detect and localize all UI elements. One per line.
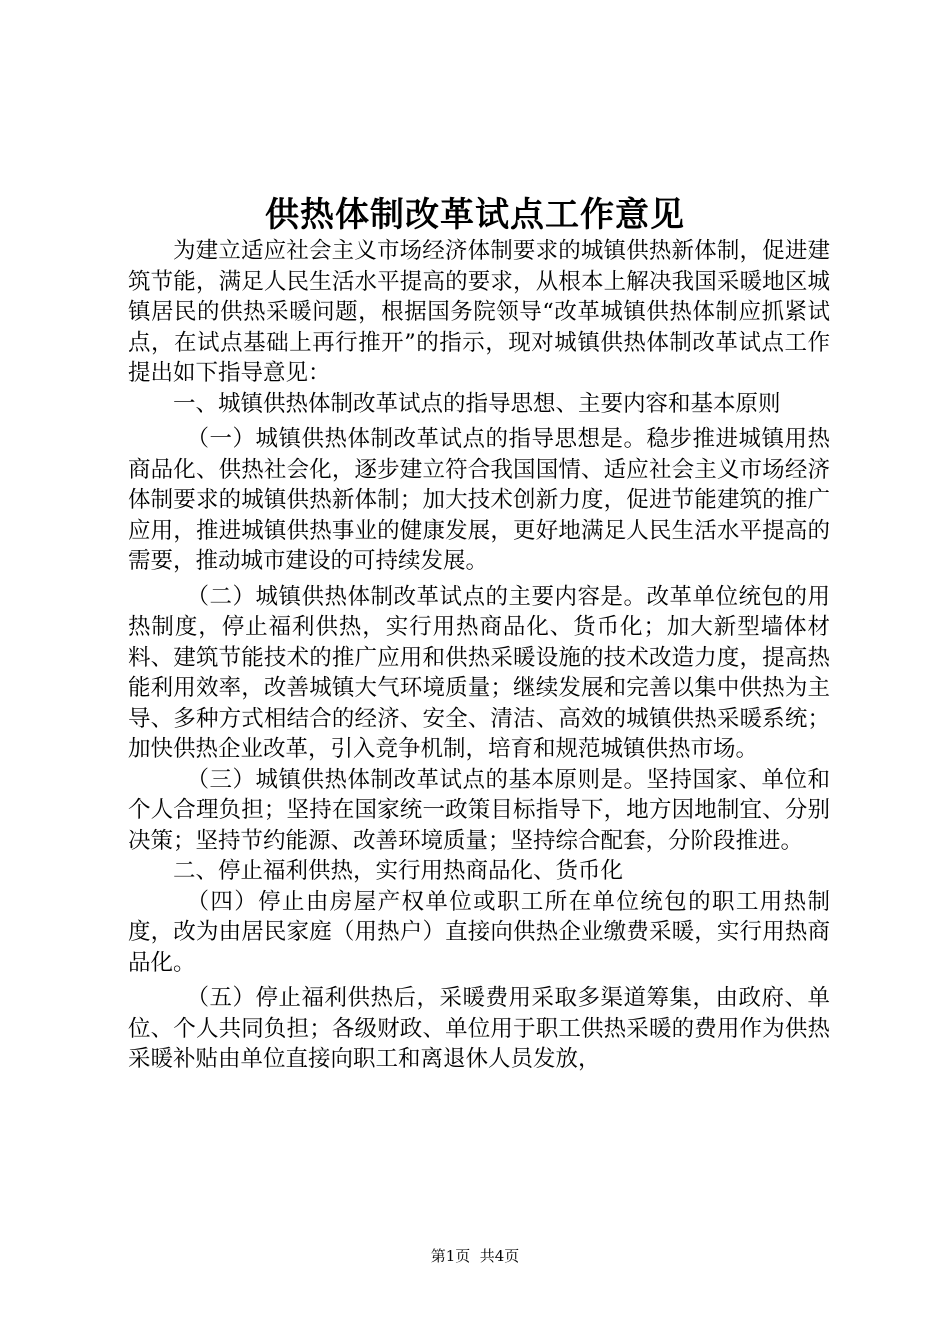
page-number: 第1页 共4页	[430, 1247, 520, 1265]
page-footer	[0, 1245, 950, 1266]
section-heading-1: 一、城镇供热体制改革试点的指导思想、主要内容和基本原则	[173, 390, 781, 417]
clause-paragraph-3: （三）城镇供热体制改革试点的基本原则是。坚持国家、单位和个人合理负担；坚持在国家统一政策目标指导下，地方因地制宜、分别决策；坚持节约能源、改善环境质量；坚持综合配套，分阶段推进。	[128, 766, 830, 854]
clause-paragraph-1: （一）城镇供热体制改革试点的指导思想是。稳步推进城镇用热商品化、供热社会化，逐步建立符合我国国情、适应社会主义市场经济体制要求的城镇供热新体制；加大技术创新力度，促进节能建筑的推广应用，推进城镇供热事业的健康发展，更好地满足人民生活水平提高的需要，推动城市建设的可持续发展。	[128, 426, 830, 574]
section-heading-2: 二、停止福利供热，实行用热商品化、货币化	[173, 858, 624, 884]
document-title: 供热体制改革试点工作意见	[265, 195, 685, 235]
clause-paragraph-5: （五）停止福利供热后，采暖费用采取多渠道筹集，由政府、单位、个人共同负担；各级财政、单位用于职工供热采暖的费用作为供热采暖补贴由单位直接向职工和离退休人员发放，	[128, 985, 830, 1072]
clause-paragraph-2: （二）城镇供热体制改革试点的主要内容是。改革单位统包的用热制度，停止福利供热，实行用热商品化、货币化；加大新型墙体材料、建筑节能技术的推广应用和供热采暖设施的技术改造力度，提高热能利用效率，改善城镇大气环境质量；继续发展和完善以集中供热为主导、多种方式相结合的经济、安全、清洁、高效的城镇供热采暖系统；加快供热企业改革，引入竞争机制，培育和规范城镇供热市场。	[128, 583, 830, 762]
intro-paragraph: 为建立适应社会主义市场经济体制要求的城镇供热新体制，促进建筑节能，满足人民生活水平提高的要求，从根本上解决我国采暖地区城镇居民的供热采暖问题，根据国务院领导“改革城镇供热体制应抓紧试点，在试点基础上再行推开”的指示，现对城镇供热体制改革试点工作提出如下指导意见：	[128, 238, 830, 386]
document-body	[128, 236, 830, 1075]
clause-paragraph-4: （四）停止由房屋产权单位或职工所在单位统包的职工用热制度，改为由居民家庭（用热户）直接向供热企业缴费采暖，实行用热商品化。	[128, 888, 830, 976]
